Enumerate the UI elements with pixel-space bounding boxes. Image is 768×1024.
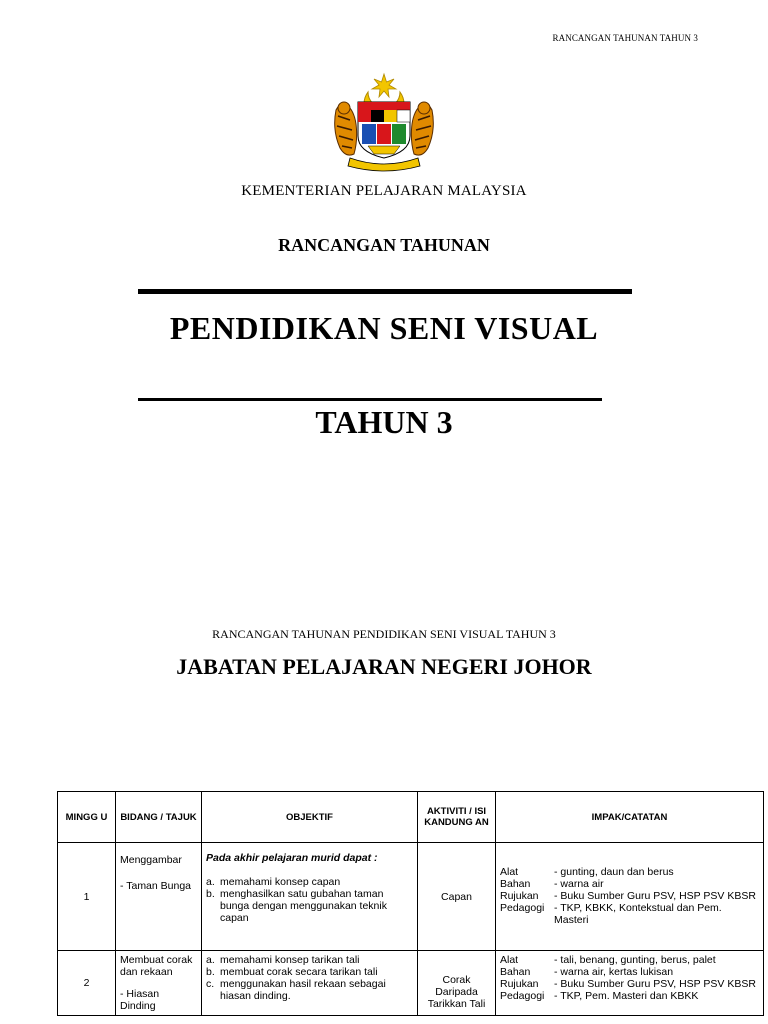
week-cell: 1 bbox=[58, 843, 116, 951]
impact-item bbox=[500, 902, 759, 926]
ministry-name: KEMENTERIAN PELAJARAN MALAYSIA bbox=[241, 183, 527, 199]
table-row bbox=[58, 951, 764, 1016]
impact-key: Rujukan bbox=[500, 978, 539, 990]
impact-value: - TKP, Pem. Masteri dan KBKK bbox=[554, 990, 699, 1002]
field-topic: - Hiasan Dinding bbox=[120, 988, 160, 1012]
subject-title: PENDIDIKAN SENI VISUAL bbox=[169, 310, 599, 346]
header-objective: OBJEKTIF bbox=[202, 792, 418, 843]
impact-item bbox=[500, 878, 759, 890]
impact-cell bbox=[496, 951, 764, 1016]
impact-item bbox=[500, 954, 759, 966]
objective-key: b. bbox=[206, 966, 215, 978]
impact-item bbox=[500, 978, 759, 990]
impact-key: Rujukan bbox=[500, 890, 539, 902]
objective-cell bbox=[202, 951, 418, 1016]
objective-key: c. bbox=[206, 978, 215, 990]
plan-title: RANCANGAN TAHUNAN bbox=[278, 235, 490, 255]
yearly-plan-table bbox=[57, 791, 764, 1016]
divider-top bbox=[138, 289, 632, 294]
objective-key: b. bbox=[206, 888, 215, 900]
impact-item bbox=[500, 890, 759, 902]
objective-text: memahami konsep tarikan tali bbox=[220, 954, 360, 966]
running-header: RANCANGAN TAHUNAN TAHUN 3 bbox=[552, 33, 698, 43]
objective-item bbox=[206, 954, 413, 966]
year-title: TAHUN 3 bbox=[315, 404, 453, 440]
impact-value: - warna air bbox=[554, 878, 604, 890]
objective-text: menghasilkan satu gubahan taman bunga dengan menggunakan teknik capan bbox=[220, 888, 387, 924]
impact-item bbox=[500, 990, 759, 1002]
impact-value: - TKP, KBKK, Kontekstual dan Pem. Masteri bbox=[554, 902, 722, 926]
objective-text: menggunakan hasil rekaan sebagai hiasan dinding. bbox=[220, 978, 386, 1002]
week-cell: 2 bbox=[58, 951, 116, 1016]
impact-cell bbox=[496, 843, 764, 951]
document-subtitle: RANCANGAN TAHUNAN PENDIDIKAN SENI VISUAL TAHUN 3 bbox=[212, 627, 556, 641]
impact-key: Bahan bbox=[500, 878, 531, 890]
activity-cell: Capan bbox=[418, 843, 496, 951]
impact-value: - Buku Sumber Guru PSV, HSP PSV KBSR bbox=[554, 890, 756, 902]
objective-item bbox=[206, 966, 413, 978]
impact-key: Alat bbox=[500, 866, 519, 878]
objective-item bbox=[206, 888, 413, 924]
department-name: JABATAN PELAJARAN NEGERI JOHOR bbox=[176, 654, 592, 679]
header-activity: AKTIVITI / ISI KANDUNG AN bbox=[418, 792, 496, 843]
field-cell bbox=[116, 951, 202, 1016]
field-name: Membuat corak dan rekaan bbox=[120, 954, 193, 978]
activity-cell bbox=[418, 951, 496, 1016]
header-impact: IMPAK/CATATAN bbox=[496, 792, 764, 843]
impact-item bbox=[500, 966, 759, 978]
impact-value: - Buku Sumber Guru PSV, HSP PSV KBSR bbox=[554, 978, 756, 990]
header-week: MINGG U bbox=[58, 792, 116, 843]
table-header-row bbox=[58, 792, 764, 843]
field-name: Menggambar bbox=[120, 854, 182, 866]
objective-key: a. bbox=[206, 954, 215, 966]
impact-value: - tali, benang, gunting, berus, palet bbox=[554, 954, 716, 966]
objective-item bbox=[206, 978, 413, 1002]
impact-value: - warna air, kertas lukisan bbox=[554, 966, 674, 978]
impact-key: Alat bbox=[500, 954, 519, 966]
divider-bottom bbox=[138, 398, 602, 401]
objective-key: a. bbox=[206, 876, 215, 888]
objective-cell bbox=[202, 843, 418, 951]
field-topic: - Taman Bunga bbox=[120, 880, 192, 892]
impact-value: - gunting, daun dan berus bbox=[554, 866, 674, 878]
objective-intro: Pada akhir pelajaran murid dapat : bbox=[206, 852, 378, 864]
field-cell bbox=[116, 843, 202, 951]
objective-item bbox=[206, 876, 413, 888]
impact-key: Pedagogi bbox=[500, 902, 545, 914]
activity-text: Corak Daripada Tarikkan Tali bbox=[427, 974, 486, 1010]
coat-of-arms-logo bbox=[328, 70, 440, 174]
impact-key: Pedagogi bbox=[500, 990, 545, 1002]
impact-key: Bahan bbox=[500, 966, 531, 978]
impact-item bbox=[500, 866, 759, 878]
header-field: BIDANG / TAJUK bbox=[116, 792, 202, 843]
table-row bbox=[58, 843, 764, 951]
objective-text: memahami konsep capan bbox=[220, 876, 341, 888]
objective-text: membuat corak secara tarikan tali bbox=[220, 966, 378, 978]
